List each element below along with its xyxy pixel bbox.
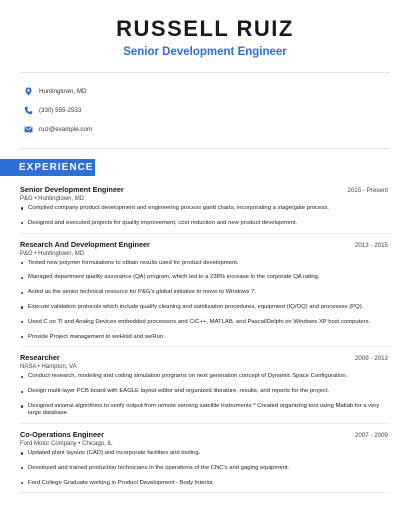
- job-bullet: Design multi-layer PCB board with EAGLE layout editor and organized literature, results, and reports for the project.: [20, 388, 390, 395]
- job-bullet-list: [20, 260, 390, 341]
- contact-location-text: Huntingtown, MD: [39, 88, 87, 95]
- job-company: Ford Motor Company • Chicago, IL: [20, 440, 113, 447]
- job-entry: [20, 430, 390, 493]
- job-bullet: Acted as the senior technical resource for P&G's global initiative to move to Windows 7.: [20, 289, 390, 296]
- location-pin-icon: [24, 87, 33, 96]
- job-bullet: Designed several algorithms to verify output from remote sensing satellite instruments * Created organizing tool using Matlab for a very large database: [20, 403, 390, 417]
- job-dates: 2009 - 2013: [354, 355, 388, 363]
- job-header: [20, 240, 390, 249]
- job-bullet: Execute validation protocols which include qualify cleaning and sanitization procedures, equipment (IQ/OQ) and processes (PQ).: [20, 304, 390, 311]
- contact-divider: [20, 148, 390, 149]
- job-bullet: Used C on TI and Analog Devices embedded processors and C/C++, MATLAB, and Pascal/Delphi on Windows XP host computers.: [20, 319, 390, 326]
- job-company: NASA • Hampton, VA: [20, 364, 77, 371]
- job-company: P&G • Huntingtown, MD: [20, 196, 85, 202]
- contact-phone-text: (330) 555-2533: [39, 107, 82, 114]
- job-dates: 2015 - Present: [347, 187, 388, 194]
- job-title: Research And Development Engineer: [20, 239, 150, 249]
- job-entry: [20, 353, 390, 424]
- job-bullet: Conduct research, modeling and coding simulation programs on next generation concept of Dynamic Space Configuration.: [20, 373, 390, 380]
- contact-list: [0, 73, 410, 148]
- job-dates: 2007 - 2009: [354, 431, 388, 439]
- job-entry: [20, 240, 390, 348]
- job-header: [20, 185, 390, 194]
- job-bullet: Compiled company product development and engineering process gantt charts, incorporating a stage/gate process.: [20, 205, 390, 212]
- job-bullet: Tested new polymer formulations to obtain results used for product development.: [20, 260, 390, 267]
- job-bullet-list: [20, 450, 390, 487]
- contact-email: [24, 120, 410, 139]
- job-bullet-list: [20, 373, 390, 417]
- job-title: Researcher: [20, 353, 60, 363]
- job-bullet: Developed and trained production technicians in the operations of the CNC's and gaging equipment.: [20, 465, 390, 472]
- contact-location: [24, 82, 410, 101]
- job-divider: [20, 423, 390, 424]
- job-title: Co-Operations Engineer: [20, 429, 104, 439]
- candidate-title: Senior Development Engineer: [123, 46, 287, 58]
- candidate-name: RUSSELL RUIZ: [116, 16, 294, 41]
- contact-phone: [24, 101, 410, 120]
- email-icon: [24, 125, 33, 134]
- job-bullet: Provide Project management to weHold and weRun.: [20, 334, 390, 341]
- job-company: P&G • Huntingtown, MD: [20, 250, 85, 257]
- resume-header: [0, 0, 410, 58]
- contact-email-text: ruiz@example.com: [39, 126, 93, 133]
- job-bullet: Managed department quality assurance (QA) program, which led to a 238% increase in the corporate QA rating.: [20, 274, 390, 281]
- job-bullet: Designed and executed projects for quality improvement, cost reduction and new product development.: [20, 220, 390, 227]
- job-dates: 2013 - 2015: [354, 241, 388, 249]
- experience-heading: EXPERIENCE: [0, 159, 95, 176]
- experience-list: [0, 176, 410, 493]
- job-divider: [20, 346, 390, 347]
- job-title: Senior Development Engineer: [20, 185, 124, 194]
- phone-icon: [24, 106, 33, 115]
- job-bullet: Ford College Graduate working in Product Development - Body Interior.: [20, 480, 390, 487]
- job-entry: [20, 185, 390, 234]
- job-bullet: Updated plant layouts (CAD) and incorporate facilities and tooling.: [20, 450, 390, 457]
- job-divider: [20, 233, 390, 234]
- job-bullet-list: [20, 205, 390, 227]
- job-header: [20, 430, 390, 439]
- job-divider: [20, 492, 390, 493]
- job-header: [20, 353, 390, 362]
